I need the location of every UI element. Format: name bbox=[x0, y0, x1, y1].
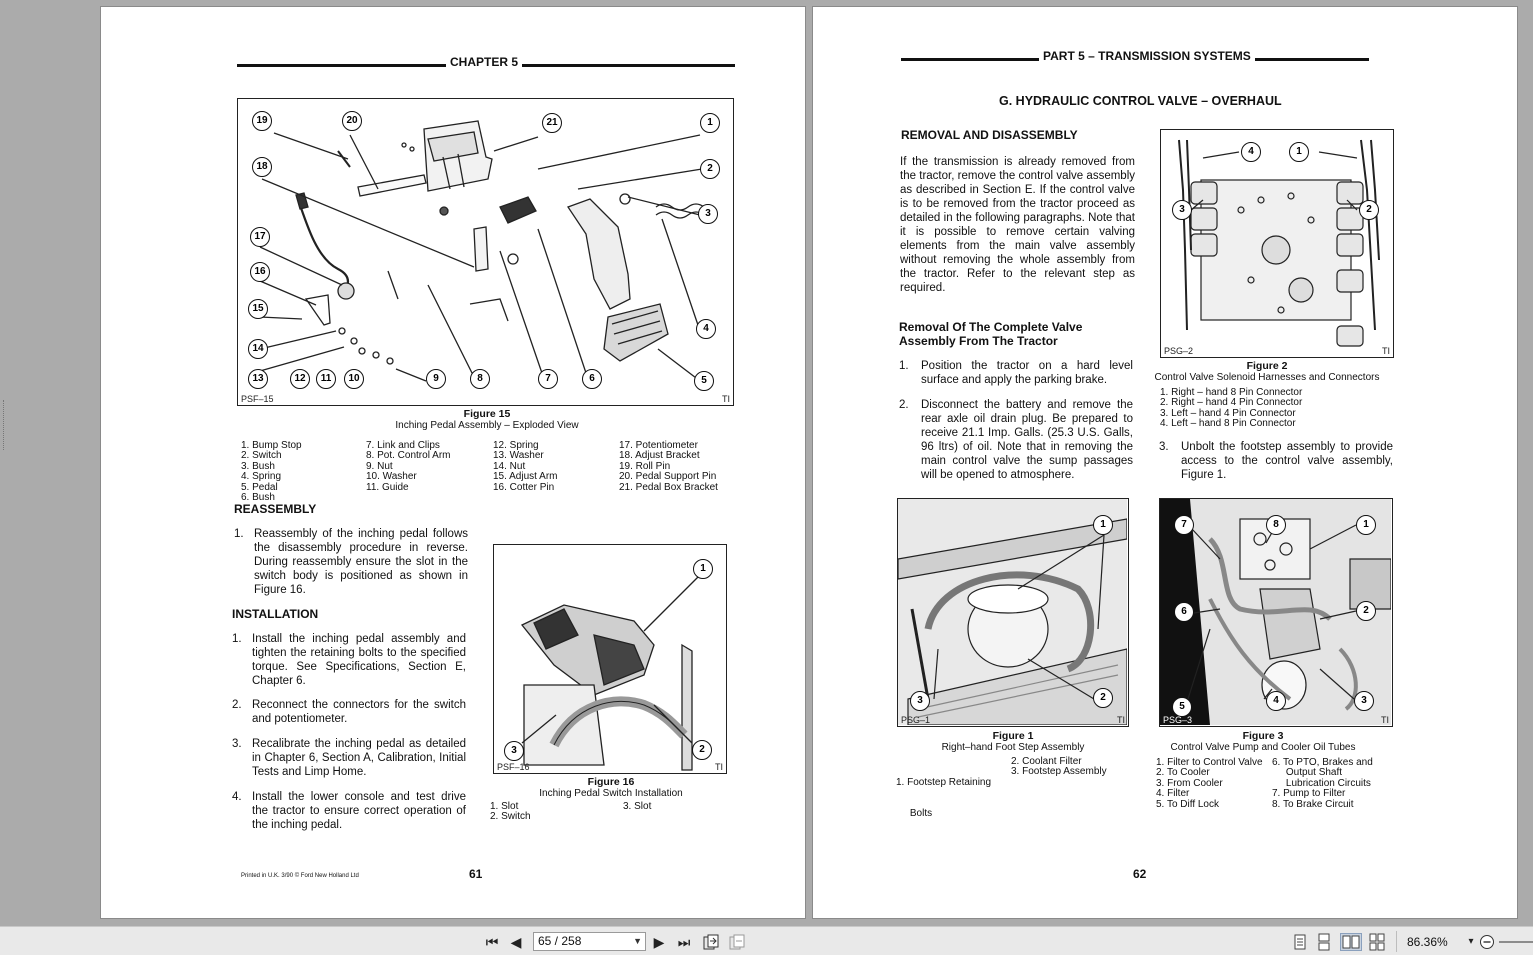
figure-2-title: Figure 2 bbox=[1246, 360, 1288, 372]
legend-item: 3. Left – hand 4 Pin Connector bbox=[1160, 407, 1296, 419]
fig16-callout-2: 2 bbox=[692, 740, 712, 760]
callout-11: 11 bbox=[316, 369, 336, 389]
step-text: Install the lower console and test drive the tractor to ensure correct operation of the inching pedal. bbox=[252, 791, 466, 831]
legend-item: 4. Left – hand 8 Pin Connector bbox=[1160, 418, 1296, 430]
step-number: 1. bbox=[899, 360, 909, 372]
callout-5: 5 bbox=[694, 371, 714, 391]
fig3-callout-6: 6 bbox=[1174, 602, 1194, 622]
removal-step-3 bbox=[1159, 440, 1393, 484]
legend-item: 10. Washer bbox=[366, 471, 417, 483]
figure-15-legend-col3 bbox=[493, 441, 557, 493]
removal-step-1 bbox=[899, 359, 1133, 389]
fig1-callout-1: 1 bbox=[1093, 515, 1113, 535]
reassembly-heading: REASSEMBLY bbox=[234, 502, 317, 516]
figure-3-legend-col2 bbox=[1272, 758, 1373, 810]
removal-step-2 bbox=[899, 398, 1133, 484]
callout-1: 1 bbox=[700, 113, 720, 133]
fig3-callout-1: 1 bbox=[1356, 515, 1376, 535]
installation-step-1 bbox=[232, 632, 466, 690]
figure-2-drawing bbox=[1161, 130, 1392, 356]
figure-15-legend-col1 bbox=[241, 441, 302, 503]
callout-13: 13 bbox=[248, 369, 268, 389]
legend-item: 4. Spring bbox=[241, 471, 282, 483]
part-header bbox=[813, 49, 1517, 69]
export-page-icon[interactable] bbox=[702, 933, 720, 951]
intro-paragraph: If the transmission is already removed from the tractor, remove the control valve assembly as described in Section E. If the control valve is to be removed from the tractor proceed as detailed in the following paragraphs. Note that it is possible to remove certain valving elements from the main valve assembly without removing the whole assembly from the tractor. Refer to the relevant step as required. bbox=[900, 156, 1135, 294]
figure-15-title: Figure 15 bbox=[463, 408, 511, 420]
step-number: 2. bbox=[899, 399, 909, 411]
fig3-callout-4: 4 bbox=[1266, 691, 1286, 711]
legend-item: 3. From Cooler bbox=[1156, 777, 1223, 789]
figure-3-title: Figure 3 bbox=[1242, 730, 1284, 742]
legend-item: 19. Roll Pin bbox=[619, 460, 671, 472]
page-indicator: 65 / 258 bbox=[538, 934, 582, 948]
figure-3-caption-text: Control Valve Pump and Cooler Oil Tubes bbox=[1170, 742, 1356, 753]
fig2-callout-4: 4 bbox=[1241, 142, 1261, 162]
legend-item: 3. Bush bbox=[241, 460, 275, 472]
legend-item: 11. Guide bbox=[366, 481, 409, 493]
figure-15-caption bbox=[337, 409, 637, 431]
legend-item: 8. Pot. Control Arm bbox=[366, 450, 451, 462]
print-footer: Printed in U.K. 3/90 © Ford New Holland Ltd bbox=[241, 873, 359, 879]
continuous-view-icon[interactable] bbox=[1316, 933, 1332, 951]
callout-16: 16 bbox=[250, 262, 270, 282]
figure-16-drawing bbox=[494, 545, 725, 772]
figure-3-code: PSG–3 bbox=[1163, 715, 1193, 725]
figure-15-drawing bbox=[238, 99, 732, 404]
figure-15-exploded-view bbox=[237, 98, 734, 406]
fig3-callout-8: 8 bbox=[1266, 515, 1286, 535]
figure-1-caption-text: Right–hand Foot Step Assembly bbox=[941, 742, 1085, 753]
legend-item: 1. Slot bbox=[490, 801, 519, 812]
legend-item: 6. Bush bbox=[241, 492, 275, 504]
figure-15-legend-col2 bbox=[366, 441, 450, 493]
two-page-view-icon[interactable] bbox=[1340, 933, 1362, 951]
fig2-callout-3: 3 bbox=[1172, 200, 1192, 220]
legend-item: 3. Slot bbox=[623, 801, 652, 812]
legend-item: 17. Potentiometer bbox=[619, 440, 698, 451]
figure-15-legend-col4 bbox=[619, 441, 718, 493]
figure-3-mark: TI bbox=[1381, 715, 1389, 725]
figure-16-caption bbox=[511, 777, 711, 799]
legend-item: 4. Filter bbox=[1156, 788, 1190, 800]
figure-1-code: PSG–1 bbox=[901, 715, 931, 725]
callout-15: 15 bbox=[248, 299, 268, 319]
legend-item: 21. Pedal Box Bracket bbox=[619, 481, 718, 493]
zoom-level[interactable]: 86.36% bbox=[1407, 935, 1448, 949]
legend-item: 6. To PTO, Brakes and bbox=[1272, 757, 1373, 768]
figure-2-mark: TI bbox=[1382, 346, 1390, 356]
fig2-callout-1: 1 bbox=[1289, 142, 1309, 162]
legend-item: 5. Pedal bbox=[241, 481, 278, 493]
part-header-text: PART 5 – TRANSMISSION SYSTEMS bbox=[1039, 49, 1255, 63]
figure-2-caption-text: Control Valve Solenoid Harnesses and Connectors bbox=[1154, 372, 1380, 383]
legend-item: Lubrication Circuits bbox=[1272, 777, 1371, 789]
step-text: Disconnect the battery and remove the rear axle oil drain plug. Be prepared to receive 21.1 Imp. Galls. (25.3 U.S. Galls, 96 ltrs) of oil. Note that in removing the main control valve the sump passages will be opened to atmosphere. bbox=[921, 399, 1133, 481]
callout-7: 7 bbox=[538, 369, 558, 389]
fig2-callout-2: 2 bbox=[1359, 200, 1379, 220]
figure-15-caption-text: Inching Pedal Assembly – Exploded View bbox=[395, 420, 579, 431]
fig1-callout-3: 3 bbox=[910, 691, 930, 711]
last-page-button[interactable]: ⏭ bbox=[677, 934, 691, 950]
legend-item: 5. To Diff Lock bbox=[1156, 798, 1219, 810]
legend-item: 7. Link and Clips bbox=[366, 440, 440, 451]
fig3-callout-2: 2 bbox=[1356, 601, 1376, 621]
legend-item: 1. Filter to Control Valve bbox=[1156, 757, 1263, 768]
two-page-continuous-icon[interactable] bbox=[1368, 933, 1386, 951]
step-number: 3. bbox=[1159, 441, 1169, 453]
callout-8: 8 bbox=[470, 369, 490, 389]
zoom-dropdown-icon[interactable]: ▾ bbox=[1468, 936, 1474, 947]
figure-2-legend bbox=[1160, 388, 1302, 430]
zoom-slider[interactable] bbox=[1497, 933, 1533, 951]
prev-page-button[interactable]: ◀ bbox=[510, 934, 522, 950]
step-text: Install the inching pedal assembly and tighten the retaining bolts to the specified torque. See Specifications, Section E, Chapter 6. bbox=[252, 633, 466, 687]
legend-item: 2. Coolant Filter bbox=[1011, 756, 1082, 767]
legend-item: 9. Nut bbox=[366, 460, 393, 472]
callout-20: 20 bbox=[342, 111, 362, 131]
legend-item: 1. Right – hand 8 Pin Connector bbox=[1160, 387, 1303, 398]
figure-3-legend-col1 bbox=[1156, 758, 1263, 810]
section-title: G. HYDRAULIC CONTROL VALVE – OVERHAUL bbox=[999, 94, 1282, 108]
legend-item: 1. Footstep Retaining bbox=[896, 776, 992, 788]
step-number: 4. bbox=[232, 791, 242, 803]
callout-21: 21 bbox=[542, 113, 562, 133]
step-number: 2. bbox=[232, 699, 242, 711]
callout-2: 2 bbox=[700, 159, 720, 179]
toolbar-separator bbox=[1396, 931, 1397, 952]
page-62 bbox=[812, 6, 1518, 919]
legend-item: 14. Nut bbox=[493, 460, 526, 472]
figure-3-caption bbox=[1163, 731, 1363, 753]
figure-2-solenoid-harnesses bbox=[1160, 129, 1394, 358]
legend-item: 3. Footstep Assembly bbox=[1011, 766, 1107, 778]
fig3-callout-5: 5 bbox=[1172, 697, 1192, 717]
legend-item: 2. Switch bbox=[241, 450, 282, 462]
legend-item: 18. Adjust Bracket bbox=[619, 450, 700, 462]
step-number: 1. bbox=[232, 633, 242, 645]
callout-6: 6 bbox=[582, 369, 602, 389]
reassembly-step-1 bbox=[234, 527, 468, 597]
figure-16-caption-text: Inching Pedal Switch Installation bbox=[539, 788, 683, 799]
figure-1-title: Figure 1 bbox=[992, 730, 1034, 742]
figure-16-switch-installation bbox=[493, 544, 727, 774]
callout-3: 3 bbox=[698, 204, 718, 224]
fig3-callout-7: 7 bbox=[1174, 515, 1194, 535]
scroll-grip[interactable] bbox=[3, 400, 6, 450]
legend-item: 2. To Cooler bbox=[1156, 767, 1210, 779]
legend-item: 8. To Brake Circuit bbox=[1272, 798, 1354, 810]
fig16-callout-3: 3 bbox=[504, 741, 524, 761]
legend-item: 1. Bump Stop bbox=[241, 440, 302, 451]
import-page-icon[interactable] bbox=[728, 933, 746, 951]
single-page-view-icon[interactable] bbox=[1292, 933, 1308, 951]
callout-17: 17 bbox=[250, 227, 270, 247]
step-number: 1. bbox=[234, 528, 244, 540]
figure-1-drawing bbox=[898, 499, 1127, 725]
legend-item: 12. Spring bbox=[493, 440, 539, 451]
step-text: Reassembly of the inching pedal follows the disassembly procedure in reverse. During reassembly ensure the slot in the switch body is positioned as shown in Figure 16. bbox=[254, 528, 468, 596]
legend-item: 13. Washer bbox=[493, 450, 544, 462]
step-text: Unbolt the footstep assembly to provide access to the control valve assembly, Figure 1. bbox=[1181, 441, 1393, 481]
page-61 bbox=[100, 6, 806, 919]
figure-16-code: PSF–16 bbox=[497, 762, 530, 772]
installation-step-3 bbox=[232, 737, 466, 781]
chapter-header-text: CHAPTER 5 bbox=[446, 55, 522, 69]
step-text: Recalibrate the inching pedal as detailed in Chapter 6, Section A, Calibration, Initial Tests and Limp Home. bbox=[252, 738, 466, 778]
page-number-right: 62 bbox=[1133, 867, 1147, 881]
next-page-button[interactable]: ▶ bbox=[653, 934, 665, 950]
step-text: Position the tractor on a hard level surface and apply the parking brake. bbox=[921, 360, 1133, 386]
legend-item: 20. Pedal Support Pin bbox=[619, 471, 717, 483]
callout-9: 9 bbox=[426, 369, 446, 389]
figure-16-legend-col2 bbox=[623, 802, 651, 812]
figure-1-mark: TI bbox=[1117, 715, 1125, 725]
fig3-callout-3: 3 bbox=[1354, 691, 1374, 711]
legend-item: 2. Right – hand 4 Pin Connector bbox=[1160, 397, 1303, 409]
figure-1-legend-col1 bbox=[896, 757, 991, 840]
installation-heading: INSTALLATION bbox=[232, 607, 319, 621]
viewer-toolbar bbox=[0, 926, 1533, 955]
figure-15-code: PSF–15 bbox=[241, 394, 274, 404]
figure-16-legend-col1 bbox=[490, 802, 531, 823]
page-number-input[interactable] bbox=[533, 932, 646, 951]
legend-item: 7. Pump to Filter bbox=[1272, 788, 1346, 800]
figure-15-mark: TI bbox=[722, 394, 730, 404]
fig16-callout-1: 1 bbox=[693, 559, 713, 579]
legend-item: 2. Switch bbox=[490, 811, 531, 823]
legend-item: Bolts bbox=[896, 808, 933, 820]
callout-10: 10 bbox=[344, 369, 364, 389]
step-number: 3. bbox=[232, 738, 242, 750]
legend-item: Output Shaft bbox=[1272, 767, 1343, 779]
callout-4: 4 bbox=[696, 319, 716, 339]
chapter-header bbox=[101, 55, 805, 75]
legend-item: 15. Adjust Arm bbox=[493, 471, 558, 483]
figure-16-mark: TI bbox=[715, 762, 723, 772]
step-text: Reconnect the connectors for the switch and potentiometer. bbox=[252, 699, 466, 725]
zoom-out-icon[interactable] bbox=[1479, 933, 1495, 951]
figure-1-foot-step-assembly bbox=[897, 498, 1129, 727]
page-dropdown-icon[interactable]: ▼ bbox=[633, 936, 642, 946]
figure-1-legend-col2 bbox=[1011, 757, 1107, 778]
callout-18: 18 bbox=[252, 157, 272, 177]
callout-19: 19 bbox=[252, 111, 272, 131]
callout-12: 12 bbox=[290, 369, 310, 389]
figure-16-title: Figure 16 bbox=[587, 776, 635, 788]
fig1-callout-2: 2 bbox=[1093, 688, 1113, 708]
removal-heading: REMOVAL AND DISASSEMBLY bbox=[901, 128, 1078, 142]
first-page-button[interactable]: ⏮ bbox=[485, 934, 499, 950]
page-number-left: 61 bbox=[469, 867, 483, 881]
callout-14: 14 bbox=[248, 339, 268, 359]
figure-3-pump-cooler-tubes bbox=[1159, 498, 1393, 727]
legend-item: 16. Cotter Pin bbox=[493, 481, 555, 493]
figure-2-code: PSG–2 bbox=[1164, 346, 1194, 356]
figure-1-caption bbox=[913, 731, 1113, 753]
figure-2-caption bbox=[1153, 361, 1381, 383]
removal-subheading: Removal Of The Complete Valve Assembly From The Tractor bbox=[899, 320, 1083, 348]
installation-step-4 bbox=[232, 790, 466, 834]
installation-step-2 bbox=[232, 698, 466, 728]
